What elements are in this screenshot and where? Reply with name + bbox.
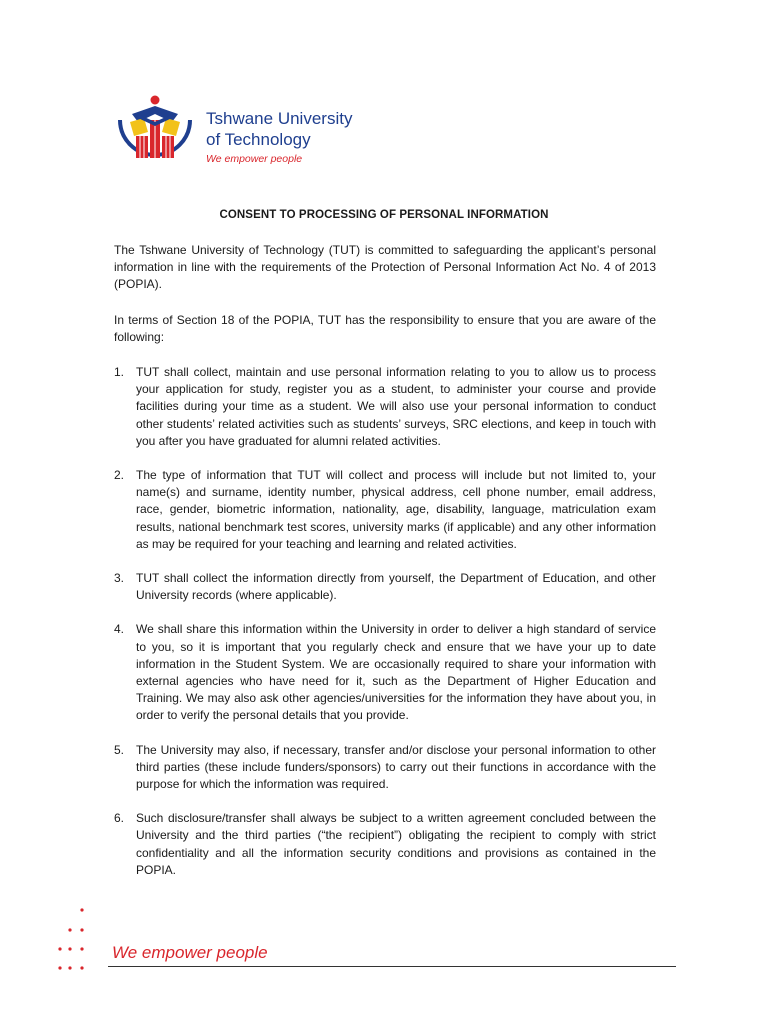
footer-divider — [108, 966, 676, 967]
list-item — [114, 810, 656, 879]
document-title: CONSENT TO PROCESSING OF PERSONAL INFORMATION — [219, 209, 549, 221]
list-item-text: We shall share this information within the University in order to deliver a high standard of service to you, so it is important that you regularly check and ensure that we have your up to date information in the Student System. We are occasionally required to share your information with external agencies who have need for it, such as the Department of Higher Education and Training. We may also ask other agencies/universities for the information they have about you, in order to verify the personal details that you provide. — [136, 622, 656, 723]
list-item — [114, 621, 656, 724]
intro-paragraph: The Tshwane University of Technology (TUT) is committed to safeguarding the applicant’s personal information in line with the requirements of the Protection of Personal Information Act No. 4 of 2013 (POPIA). — [114, 243, 656, 292]
list-item-number: 6. — [114, 811, 125, 826]
list-item — [114, 570, 656, 604]
list-item — [114, 742, 656, 794]
list-item-number: 1. — [114, 365, 125, 379]
list-item-number: 3. — [114, 571, 125, 586]
list-item-text: The University may also, if necessary, transfer and/or disclose your personal information to other third parties (these include funders/sponsors) to carry out their functions in accordance with the purpose for which the information was required. — [136, 742, 656, 792]
tut-emblem-icon — [110, 92, 200, 174]
list-item — [114, 364, 656, 450]
university-name-line1: Tshwane University — [206, 109, 353, 128]
header-tagline: We empower people — [206, 153, 303, 165]
university-name-line2: of Technology — [206, 130, 311, 149]
list-item-number: 2. — [114, 468, 125, 483]
list-item-number: 4. — [114, 622, 125, 637]
list-item-text: TUT shall collect the information directly from yourself, the Department of Education, and other University records (where applicable). — [136, 571, 656, 603]
list-item-text: Such disclosure/transfer shall always be subject to a written agreement concluded between the University and the third parties (“the recipient”) obligating the recipient to comply with strict confidentiality and all the information security conditions and provisions as contained in the POPIA. — [136, 811, 656, 877]
footer-dots-icon — [58, 906, 90, 972]
footer-tagline: We empower people — [112, 943, 268, 962]
list-item-number: 5. — [114, 742, 125, 757]
list-item-text: The type of information that TUT will collect and process will include but not limited to, your name(s) and surname, identity number, physical address, cell phone number, email address, race, gender, biometric information, nationality, age, disability, language, matriculation exam results, national benchmark test scores, university marks (if applicable) and any other information as may be required for your teaching and learning and related activities. — [136, 468, 656, 551]
consent-list — [114, 364, 656, 896]
list-item — [114, 467, 656, 553]
list-item-text: TUT shall collect, maintain and use personal information relating to you to allow us to process your application for study, register you as a student, to administer your course and provide facilities during your time as a student. We will also use your personal information to conduct other students’ related activities such as students’ surveys, SRC elections, and keep in touch with you after you have graduated for alumni related activities. — [136, 365, 656, 448]
section-intro-paragraph: In terms of Section 18 of the POPIA, TUT has the responsibility to ensure that you are aware of the following: — [114, 313, 656, 345]
university-logo — [110, 92, 370, 174]
